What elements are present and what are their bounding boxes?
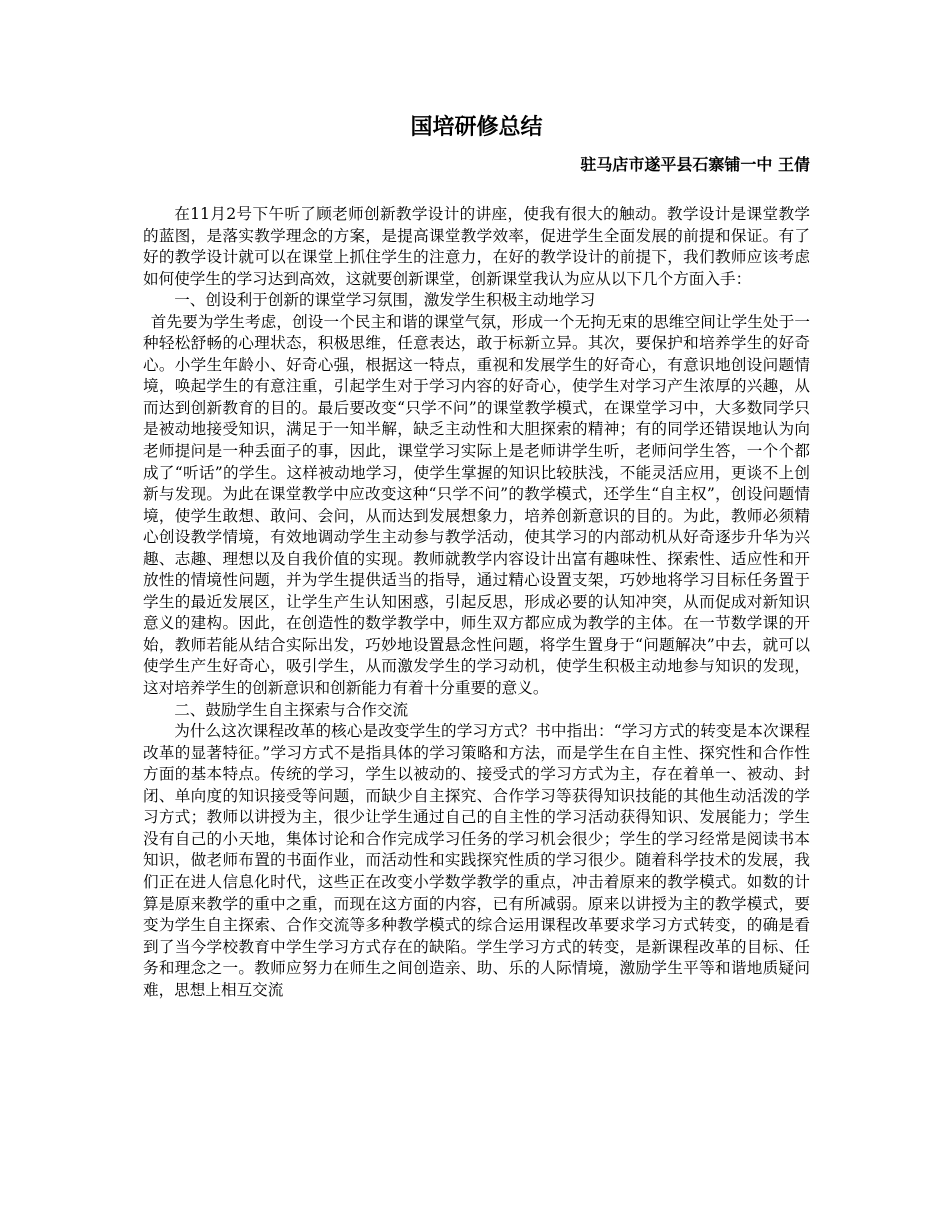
section1-heading: 一、创设利于创新的课堂学习氛围，激发学生积极主动地学习 — [174, 291, 596, 310]
section2-heading: 二、鼓励学生自主探索与合作交流 — [174, 700, 409, 719]
intro-paragraph: 在11月2号下午听了顾老师创新教学设计的讲座，使我有很大的触动。教学设计是课堂教学的蓝图，是落实教学理念的方案，是提高课堂教学效率，促进学生全面发展的前提和保证。有了好的教学设计就可以在课堂上抓住学生的注意力，在好的教学设计的前提下，我们教师应该考虑如何使学生的学习达到高效，这就要创新课堂，创新课堂我认为应从以下几个方面入手： — [143, 205, 810, 288]
document-page — [143, 112, 810, 1001]
document-title: 国培研修总结 — [410, 114, 543, 140]
section1-paragraph: 首先要为学生考虑，创设一个民主和谐的课堂气氛，形成一个无拘无束的思维空间让学生处于一种轻松舒畅的心理状态，积极思维，任意表达，敢于标新立异。其次，要保护和培养学生的好奇心。小学生年龄小、好奇心强，根据这一特点，重视和发展学生的好奇心，有意识地创设问题情境，唤起学生的有意注重，引起学生对于学习内容的好奇心，使学生对学习产生浓厚的兴趣，从而达到创新教育的目的。最后要改变“只学不问”的课堂教学模式，在课堂学习中，大多数同学只是被动地接受知识，满足于一知半解，缺乏主动性和大胆探索的精神；有的同学还错误地认为向老师提问是一种丢面子的事，因此，课堂学习实际上是老师讲学生听，老师问学生答，一个个都成了“听话”的学生。这样被动地学习，使学生掌握的知识比较肤浅，不能灵活应用，更谈不上创新与发现。为此在课堂教学中应改变这种“只学不问”的教学模式，还学生“自主权”，创设问题情境，使学生敢想、敢问、会问，从而达到发展想象力，培养创新意识的目的。为此，教师必须精心创设教学情境，有效地调动学生主动参与教学活动，使其学习的内部动机从好奇逐步升华为兴趣、志趣、理想以及自我价值的实现。教师就教学内容设计出富有趣味性、探索性、适应性和开放性的情境性问题，并为学生提供适当的指导，通过精心设置支架，巧妙地将学习目标任务置于学生的最近发展区，让学生产生认知困惑，引起反思，形成必要的认知冲突，从而促成对新知识意义的建构。因此，在创造性的数学教学中，师生双方都应成为教学的主体。在一节数学课的开始，教师若能从结合实际出发，巧妙地设置悬念性问题，将学生置身于“问题解决”中去，就可以使学生产生好奇心，吸引学生，从而激发学生的学习动机，使学生积极主动地参与知识的发现，这对培养学生的创新意识和创新能力有着十分重要的意义。 — [143, 312, 810, 698]
document-author: 驻马店市遂平县石寨铺一中 王倩 — [580, 155, 810, 174]
section2-paragraph: 为什么这次课程改革的核心是改变学生的学习方式？书中指出：“学习方式的转变是本次课程改革的显著特征。”学习方式不是指具体的学习策略和方法，而是学生在自主性、探究性和合作性方面的基本特点。传统的学习，学生以被动的、接受式的学习方式为主，存在着单一、被动、封闭、单向度的知识接受等问题，而缺少自主探究、合作学习等获得知识技能的其他生动活泼的学习方式；教师以讲授为主，很少让学生通过自己的自主性的学习活动获得知识、发展能力；学生没有自己的小天地，集体讨论和合作完成学习任务的学习机会很少；学生的学习经常是阅读书本知识，做老师布置的书面作业，而活动性和实践探究性质的学习很少。随着科学技术的发展，我们正在进人信息化时代，这些正在改变小学数学教学的重点，冲击着原来的教学模式。如数的计算是原来教学的重中之重，而现在这方面的内容，已有所减弱。原来以讲授为主的教学模式，要变为学生自主探索、合作交流等多种教学模式的综合运用课程改革要求学习方式转变，的确是看到了当今学校教育中学生学习方式存在的缺陷。学生学习方式的转变，是新课程改革的目标、任务和理念之一。教师应努力在师生之间创造亲、助、乐的人际情境，激励学生平等和谐地质疑问难，思想上相互交流 — [143, 722, 810, 999]
